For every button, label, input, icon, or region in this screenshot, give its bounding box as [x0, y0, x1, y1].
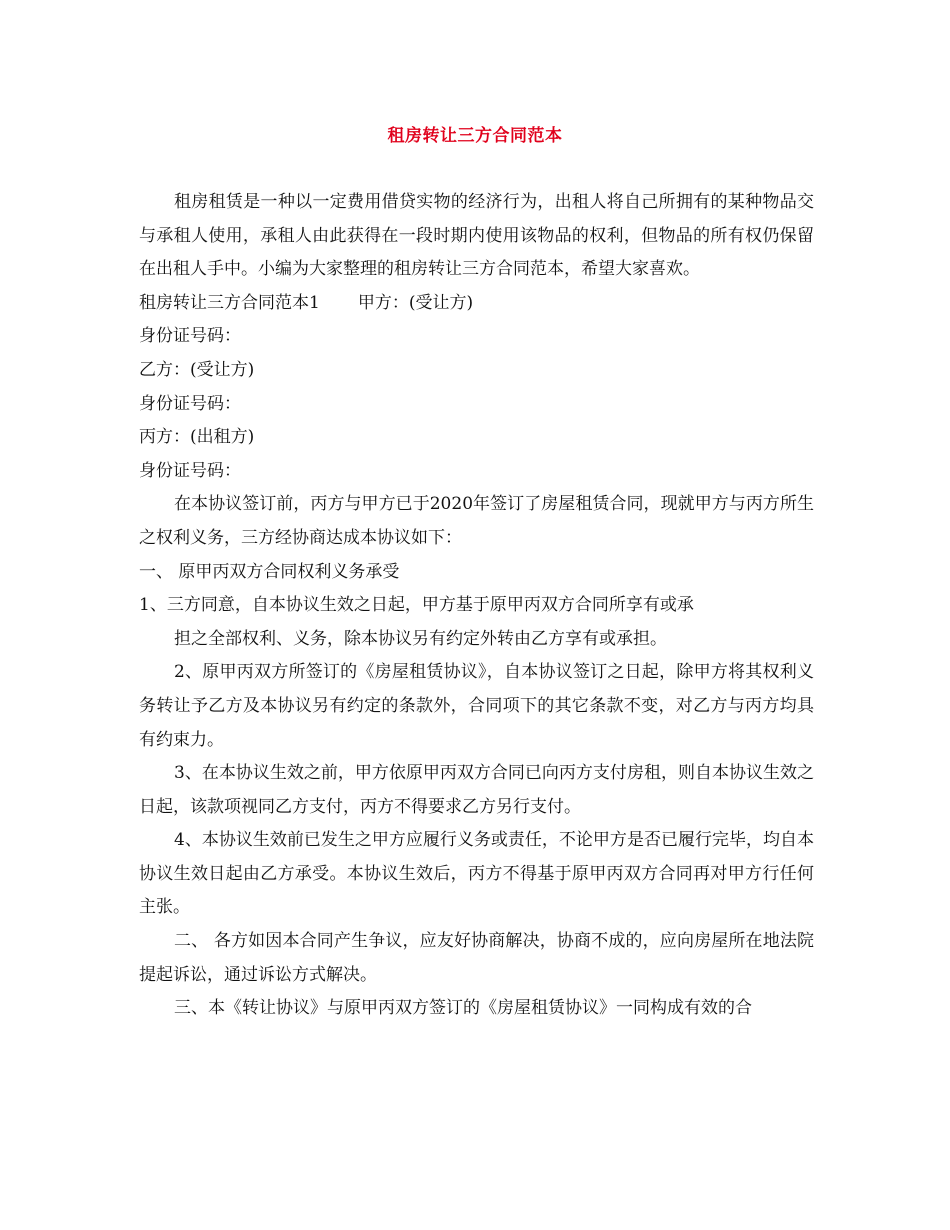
id-c-line: 身份证号码：: [139, 460, 241, 481]
section-3-paragraph: 三、本《转让协议》与原甲丙双方签订的《房屋租赁协议》一同构成有效的合: [174, 998, 752, 1019]
clause-1-line-1: 1、三方同意，自本协议生效之日起，甲方基于原甲丙双方合同所享有或承: [139, 595, 694, 616]
clause-4-paragraph: 4、本协议生效前已发生之甲方应履行义务或责任，不论甲方是否已履行完毕，均自本协议生效日起由乙方承受。本协议生效后，丙方不得基于原甲丙双方合同再对甲方行任何主张。: [139, 830, 814, 918]
section-2-paragraph: 二、 各方如因本合同产生争议，应友好协商解决，协商不成的，应向房屋所在地法院提起诉讼，通过诉讼方式解决。: [139, 931, 814, 985]
document-body: [139, 186, 814, 1026]
clause-2-paragraph: 2、原甲丙双方所签订的《房屋租赁协议》，自本协议签订之日起，除甲方将其权利义务转让予乙方及本协议另有约定的条款外，合同项下的其它条款不变，对乙方与丙方均具有约束力。: [139, 662, 814, 750]
id-a-line: 身份证号码：: [139, 326, 241, 347]
section-1-heading: 一、 原甲丙双方合同权利义务承受: [139, 561, 400, 582]
preamble-paragraph: 在本协议签订前，丙方与甲方已于2020年签订了房屋租赁合同，现就甲方与丙方所生之权利义务，三方经协商达成本协议如下：: [139, 494, 814, 548]
intro-paragraph: 租房租赁是一种以一定费用借贷实物的经济行为，出租人将自己所拥有的某种物品交与承租人使用，承租人由此获得在一段时期内使用该物品的权利，但物品的所有权仍保留在出租人手中。小编为大家整理的租房转让三方合同范本，希望大家喜欢。: [139, 192, 814, 280]
id-b-line: 身份证号码：: [139, 393, 241, 414]
sample-heading: 租房转让三方合同范本1: [139, 292, 320, 313]
party-b-line: 乙方：(受让方): [139, 359, 255, 380]
clause-3-paragraph: 3、在本协议生效之前，甲方依原甲丙双方合同已向丙方支付房租，则自本协议生效之日起，该款项视同乙方支付，丙方不得要求乙方另行支付。: [139, 763, 814, 817]
document-title: 租房转让三方合同范本: [387, 126, 563, 146]
clause-1-line-2: 担之全部权利、义务，除本协议另有约定外转由乙方享有或承担。: [174, 628, 667, 649]
party-a-label: 甲方：(受让方): [357, 292, 474, 313]
party-c-line: 丙方：(出租方): [139, 427, 255, 448]
sample-heading-line: [139, 287, 814, 321]
